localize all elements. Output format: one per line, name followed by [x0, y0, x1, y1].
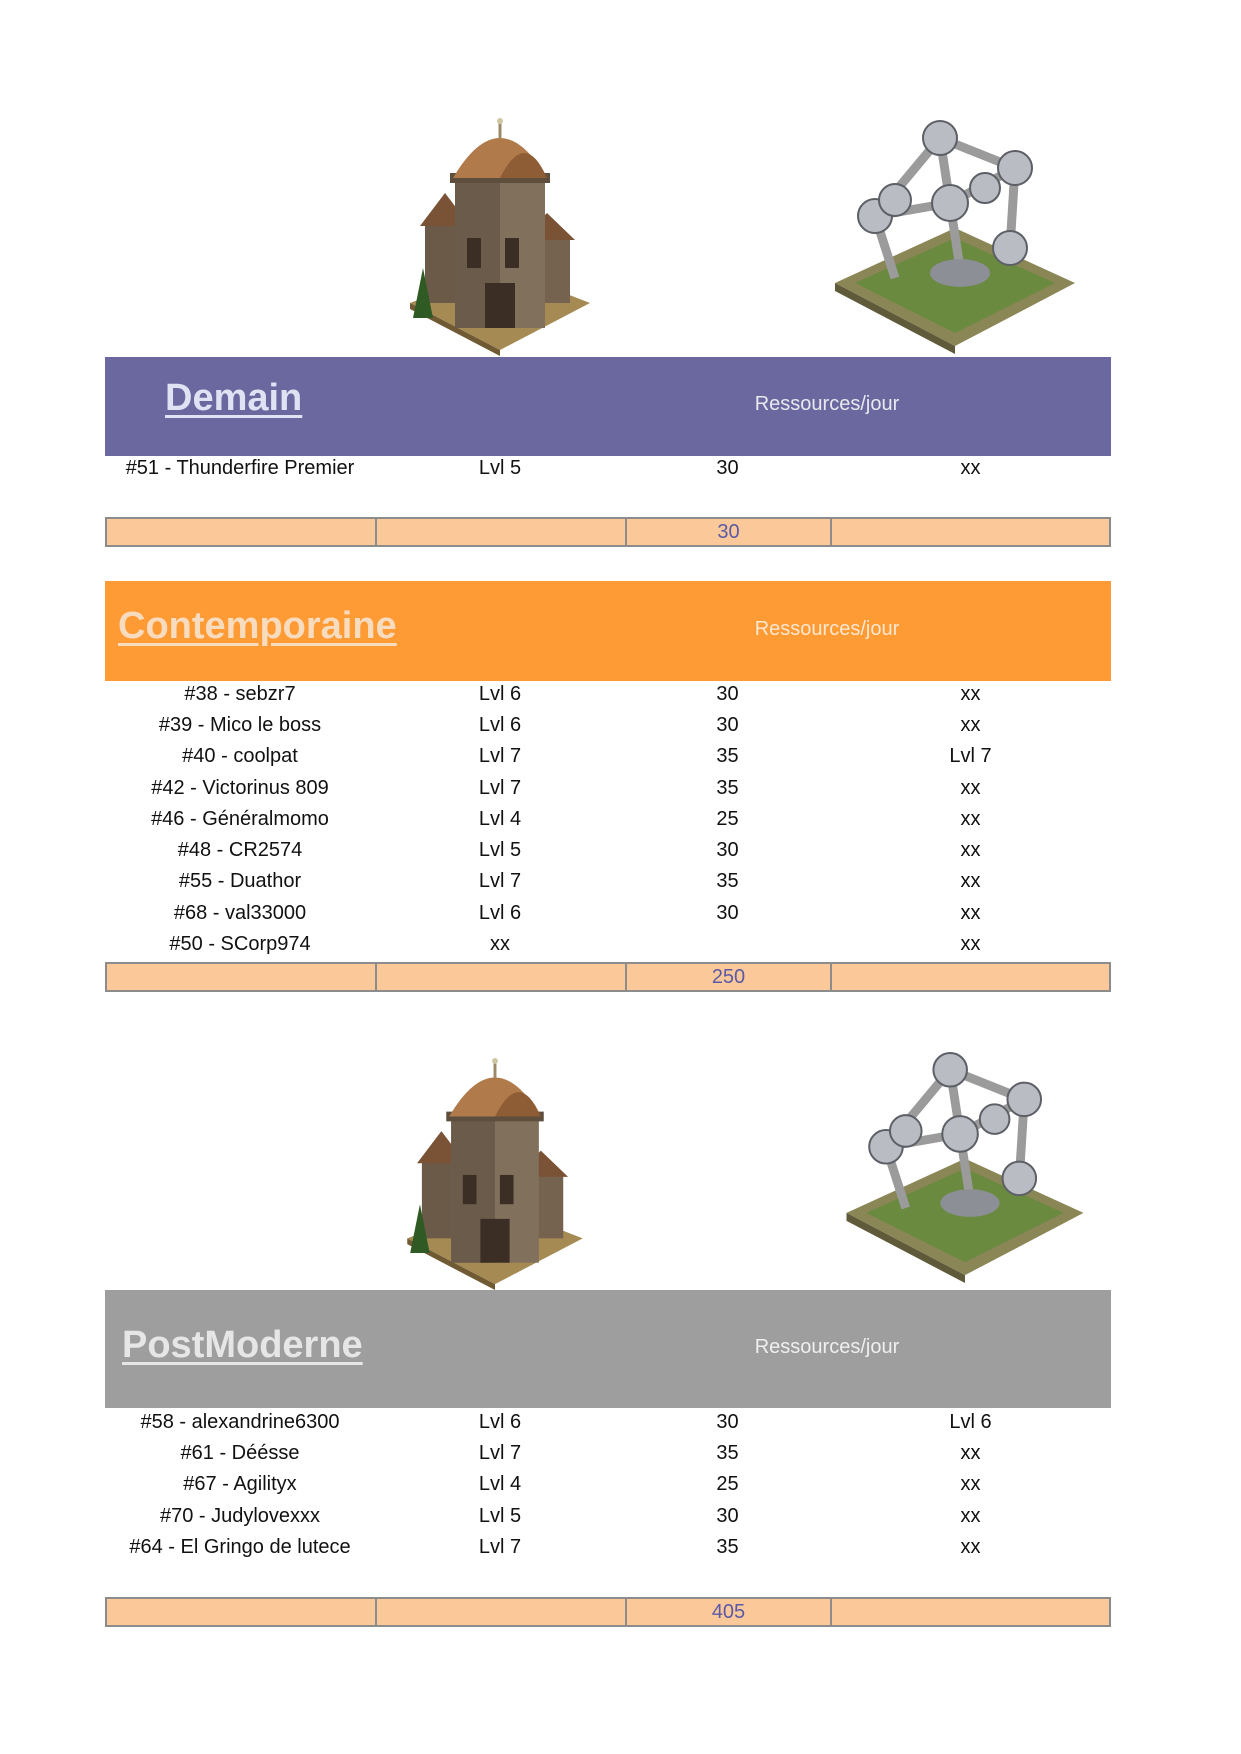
table-row: [105, 1536, 1111, 1564]
member-name: #67 - Agilityx: [183, 1473, 297, 1495]
member-level: Lvl 7: [478, 1536, 522, 1558]
member-name: #51 - Thunderfire Premier: [125, 457, 355, 479]
table-row: [105, 777, 1111, 805]
member-extra: xx: [960, 457, 981, 479]
atomium-building-image: [845, 1050, 1085, 1285]
table-row: [105, 683, 1111, 711]
table-row: [105, 839, 1111, 867]
member-level: Lvl 5: [478, 457, 522, 479]
member-name: #61 - Déésse: [180, 1442, 300, 1464]
member-level: Lvl 7: [478, 745, 522, 767]
member-level: Lvl 6: [478, 683, 522, 705]
total-row: [105, 1597, 1111, 1627]
member-name: #58 - alexandrine6300: [140, 1411, 340, 1433]
member-resources: 30: [716, 714, 739, 736]
member-level: Lvl 7: [478, 1442, 522, 1464]
table-row: [105, 1473, 1111, 1501]
member-resources: 30: [716, 1505, 739, 1527]
member-level: Lvl 6: [478, 1411, 522, 1433]
member-name: #40 - coolpat: [182, 745, 298, 767]
member-extra: Lvl 7: [949, 745, 992, 767]
member-level: Lvl 7: [478, 777, 522, 799]
member-name: #48 - CR2574: [177, 839, 303, 861]
table-row: [105, 457, 1111, 485]
member-resources: 35: [716, 777, 739, 799]
section-header: [105, 581, 1111, 681]
member-name: #38 - sebzr7: [184, 683, 296, 705]
member-level: Lvl 5: [478, 1505, 522, 1527]
total-row: [105, 517, 1111, 547]
table-row: [105, 1505, 1111, 1533]
table-row: [105, 902, 1111, 930]
atomium-building-image: [835, 118, 1075, 356]
member-resources: 30: [716, 839, 739, 861]
member-level: Lvl 5: [478, 839, 522, 861]
member-extra: xx: [960, 1473, 981, 1495]
member-resources: 35: [716, 1442, 739, 1464]
resources-per-day-label: Ressources/jour: [754, 618, 900, 640]
table-row: [105, 933, 1111, 961]
member-resources: 25: [716, 1473, 739, 1495]
total-row: [105, 962, 1111, 992]
member-extra: xx: [960, 808, 981, 830]
total-value: 250: [627, 964, 832, 990]
member-level: Lvl 4: [478, 1473, 522, 1495]
member-extra: xx: [960, 1505, 981, 1527]
member-level: Lvl 6: [478, 714, 522, 736]
table-row: [105, 1411, 1111, 1439]
member-resources: 35: [716, 870, 739, 892]
member-resources: 30: [716, 457, 739, 479]
section-contemporaine: [105, 581, 1111, 955]
member-resources: 35: [716, 1536, 739, 1558]
member-resources: 30: [716, 683, 739, 705]
resources-per-day-label: Ressources/jour: [754, 393, 900, 415]
table-row: [105, 870, 1111, 898]
member-resources: 30: [716, 1411, 739, 1433]
member-resources: 35: [716, 745, 739, 767]
member-name: #64 - El Gringo de lutece: [129, 1536, 351, 1558]
member-name: #70 - Judylovexxx: [159, 1505, 321, 1527]
member-level: Lvl 6: [478, 902, 522, 924]
total-value: 30: [627, 519, 832, 545]
member-name: #68 - val33000: [173, 902, 307, 924]
section-demain: [105, 357, 1111, 479]
table-row: [105, 745, 1111, 773]
section-title: Demain: [165, 377, 303, 419]
member-extra: xx: [960, 777, 981, 799]
table-row: [105, 1442, 1111, 1470]
member-level: Lvl 7: [478, 870, 522, 892]
member-name: #55 - Duathor: [178, 870, 302, 892]
section-header: [105, 357, 1111, 456]
section-postmoderne: [105, 1290, 1111, 1558]
member-extra: xx: [960, 870, 981, 892]
member-name: #42 - Victorinus 809: [151, 777, 329, 799]
resources-per-day-label: Ressources/jour: [754, 1336, 900, 1358]
observatory-building-image: [400, 1058, 590, 1290]
member-extra: xx: [960, 933, 981, 955]
member-extra: xx: [960, 902, 981, 924]
member-extra: xx: [960, 683, 981, 705]
member-extra: Lvl 6: [949, 1411, 992, 1433]
member-name: #39 - Mico le boss: [158, 714, 322, 736]
member-name: #46 - Généralmomo: [151, 808, 329, 830]
member-level: Lvl 4: [478, 808, 522, 830]
section-title: Contemporaine: [118, 605, 397, 647]
total-value: 405: [627, 1599, 832, 1625]
table-row: [105, 808, 1111, 836]
member-resources: 25: [716, 808, 739, 830]
table-row: [105, 714, 1111, 742]
member-extra: xx: [960, 839, 981, 861]
member-level: xx: [490, 933, 510, 955]
member-resources: 30: [716, 902, 739, 924]
member-extra: xx: [960, 1442, 981, 1464]
section-title: PostModerne: [122, 1324, 363, 1366]
section-header: [105, 1290, 1111, 1408]
member-name: #50 - SCorp974: [169, 933, 311, 955]
observatory-building-image: [405, 118, 595, 356]
member-extra: xx: [960, 714, 981, 736]
member-extra: xx: [960, 1536, 981, 1558]
